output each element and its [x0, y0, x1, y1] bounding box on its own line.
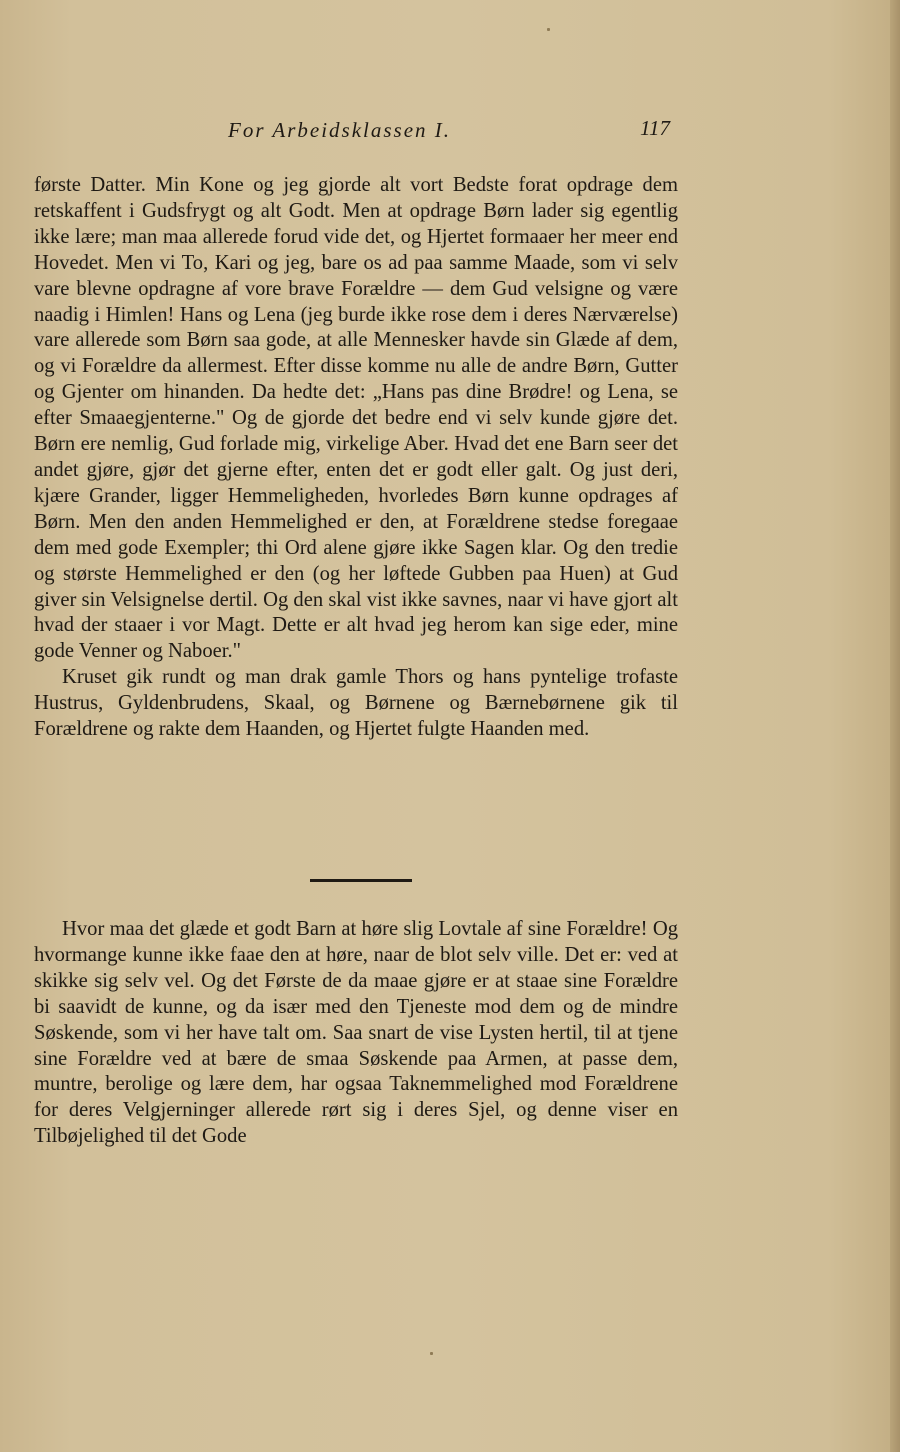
text-block-lower [34, 917, 678, 1150]
paper-speck [430, 1352, 433, 1355]
page-number: 117 [640, 116, 670, 140]
paper-speck [547, 28, 550, 31]
paragraph: Kruset gik rundt og man drak gamle Thors og hans pyntelige trofaste Hustrus, Gyldenbrudens, Skaal, og Børnene og Bærnebørnene gik til Forældrene og rakte dem Haanden, og Hjertet fulgte Haanden med. [34, 666, 678, 741]
section-divider [310, 879, 412, 882]
paragraph: første Datter. Min Kone og jeg gjorde alt vort Bedste forat opdrage dem retskaffent i Gudsfrygt og alt Godt. Men at opdrage Børn lader sig egentlig ikke lære; man maa allerede forud vide det, og Hjertet formaaer her meer end Hovedet. Men vi To, Kari og jeg, bare os ad paa samme Maade, som vi selv vare blevne opdragne af vore brave Forældre — dem Gud velsigne og være naadig i Himlen! Hans og Lena (jeg burde ikke rose dem i deres Nærværelse) vare allerede som Børn saa gode, at alle Mennesker havde sin Glæde af dem, og vi Forældre da allermest. Efter disse komme nu alle de andre Børn, Gutter og Gjenter om hinanden. Da hedte det: „Hans pas dine Brødre! og Lena, se efter Smaaegjenterne." Og de gjorde det bedre end vi selv kunde gjøre det. Børn ere nemlig, Gud forlade mig, virkelige Aber. Hvad det ene Barn seer det andet gjøre, gjør det gjerne efter, enten det er godt eller galt. Og just deri, kjære Grander, ligger Hemmeligheden, hvorledes Børn kunne opdrages af Børn. Men den anden Hemmelighed er den, at Forældrene stedse foregaae dem med gode Exempler; thi Ord alene gjøre ikke Sagen klar. Og den tredie og største Hemmelighed er den (og her løftede Gubben paa Huen) at Gud giver sin Velsignelse dertil. Og den skal vist ikke savnes, naar vi have gjort alt hvad der staaer i vor Magt. Dette er alt hvad jeg herom kan sige eder, mine gode Venner og Naboer." [34, 174, 678, 663]
paragraph: Hvor maa det glæde et godt Barn at høre slig Lovtale af sine Forældre! Og hvormange kunne ikke faae den at høre, naar de blot selv ville. Det er: ved at skikke sig selv vel. Og det Første de da maae gjøre er at staae sine Forældre bi saavidt de kunne, og da især med den Tjeneste mod dem og de mindre Søskende, som vi her have talt om. Saa snart de vise Lysten hertil, til at tjene sine Forældre ved at bære de smaa Søskende paa Armen, at passe dem, muntre, berolige og lære dem, har ogsaa Taknemmelighed mod Forældrene for deres Velgjerninger allerede rørt sig i deres Sjel, og denne viser en Tilbøjelighed til det Gode [34, 918, 678, 1148]
running-head: For Arbeidsklassen I. [228, 118, 452, 142]
page-edge [890, 0, 900, 1452]
text-block-upper [34, 173, 678, 743]
